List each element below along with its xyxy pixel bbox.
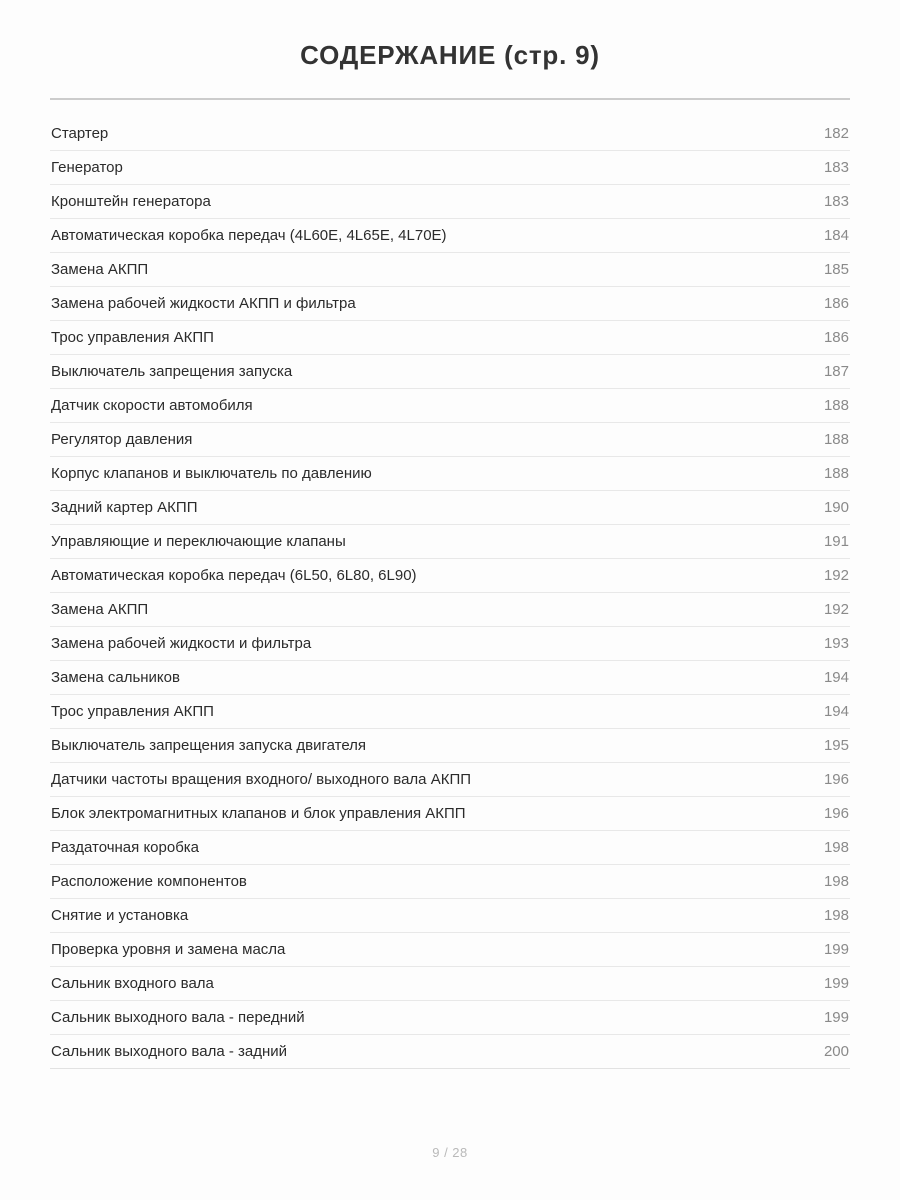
toc-entry-label: Автоматическая коробка передач (4L60E, 4L65E, 4L70E): [51, 227, 447, 244]
toc-entry-page-number: 198: [823, 839, 849, 856]
toc-entry-page-number: 182: [823, 125, 849, 142]
toc-entry-page-number: 188: [823, 397, 849, 414]
toc-entry-page-number: 193: [823, 635, 849, 652]
toc-entry-page-number: 190: [823, 499, 849, 516]
toc-entry-page-number: 195: [823, 737, 849, 754]
toc-entry-page-number: 186: [823, 295, 849, 312]
toc-entry-label: Замена сальников: [51, 669, 180, 686]
toc-entry-page-number: 194: [823, 703, 849, 720]
toc-entry-page-number: 196: [823, 805, 849, 822]
toc-entry-label: Раздаточная коробка: [51, 839, 200, 856]
toc-entry-label: Сальник входного вала: [51, 975, 214, 992]
toc-entry-page-number: 200: [823, 1043, 849, 1060]
toc-entry-label: Сальник выходного вала - задний: [51, 1043, 288, 1060]
toc-entry[interactable]: [50, 389, 850, 423]
toc-entry-label: Расположение компонентов: [51, 873, 247, 890]
toc-entry-label: Стартер: [51, 125, 109, 142]
toc-entry[interactable]: [50, 831, 850, 865]
toc-entry-page-number: 191: [823, 533, 849, 550]
toc-entry-label: Задний картер АКПП: [51, 499, 198, 516]
toc-entry-label: Выключатель запрещения запуска: [51, 363, 293, 380]
toc-entry-page-number: 185: [823, 261, 849, 278]
toc-entry-label: Регулятор давления: [51, 431, 193, 448]
toc-entry-label: Проверка уровня и замена масла: [51, 941, 286, 958]
toc-entry[interactable]: [50, 729, 850, 763]
toc-entry-page-number: 199: [823, 941, 849, 958]
toc-entry[interactable]: [50, 151, 850, 185]
toc-entry[interactable]: [50, 423, 850, 457]
toc-entry[interactable]: [50, 457, 850, 491]
toc-entry[interactable]: [50, 593, 850, 627]
toc-entry-label: Генератор: [51, 159, 123, 176]
toc-entry-label: Замена АКПП: [51, 601, 149, 618]
toc-entry[interactable]: [50, 899, 850, 933]
toc-entry-label: Трос управления АКПП: [51, 329, 214, 346]
toc-entry[interactable]: [50, 967, 850, 1001]
toc-entry[interactable]: [50, 219, 850, 253]
toc-entry-label: Сальник выходного вала - передний: [51, 1009, 305, 1026]
toc-entry-page-number: 188: [823, 465, 849, 482]
toc-entry-label: Замена рабочей жидкости АКПП и фильтра: [51, 295, 356, 312]
toc-entry[interactable]: [50, 1035, 850, 1069]
toc-entry-page-number: 192: [823, 567, 849, 584]
toc-entry-page-number: 198: [823, 907, 849, 924]
toc-entry[interactable]: [50, 117, 850, 151]
toc-entry-page-number: 199: [823, 975, 849, 992]
toc-entry-label: Выключатель запрещения запуска двигателя: [51, 737, 367, 754]
toc-entry[interactable]: [50, 253, 850, 287]
toc-entry-label: Автоматическая коробка передач (6L50, 6L80, 6L90): [51, 567, 417, 584]
toc-entry[interactable]: [50, 1001, 850, 1035]
toc-entry-page-number: 194: [823, 669, 849, 686]
toc-entry[interactable]: [50, 287, 850, 321]
toc-entry[interactable]: [50, 355, 850, 389]
toc-entry[interactable]: [50, 661, 850, 695]
toc-entry-label: Замена рабочей жидкости и фильтра: [51, 635, 312, 652]
toc-entry-label: Трос управления АКПП: [51, 703, 214, 720]
toc-entry-page-number: 188: [823, 431, 849, 448]
toc-entry[interactable]: [50, 185, 850, 219]
toc-entry[interactable]: [50, 627, 850, 661]
title-block: [0, 0, 900, 72]
toc-entry-label: Блок электромагнитных клапанов и блок управления АКПП: [51, 805, 466, 822]
toc-entry[interactable]: [50, 525, 850, 559]
toc-entry-page-number: 186: [823, 329, 849, 346]
toc-entry-page-number: 196: [823, 771, 849, 788]
toc-entry-page-number: 183: [823, 159, 849, 176]
toc-entry-label: Корпус клапанов и выключатель по давлению: [51, 465, 372, 482]
toc-entry-label: Снятие и установка: [51, 907, 189, 924]
footer-pagination: 9 / 28: [432, 1145, 468, 1160]
toc-entry-page-number: 187: [823, 363, 849, 380]
toc-entry-label: Кронштейн генератора: [51, 193, 211, 210]
table-of-contents: [50, 117, 850, 1069]
toc-entry-label: Замена АКПП: [51, 261, 149, 278]
toc-entry-label: Управляющие и переключающие клапаны: [51, 533, 346, 550]
page-footer: [0, 1144, 900, 1162]
toc-entry-page-number: 199: [823, 1009, 849, 1026]
toc-entry-label: Датчики частоты вращения входного/ выходного вала АКПП: [51, 771, 471, 788]
toc-entry[interactable]: [50, 321, 850, 355]
toc-entry[interactable]: [50, 763, 850, 797]
header-divider: [50, 98, 850, 100]
toc-entry[interactable]: [50, 559, 850, 593]
toc-entry-page-number: 183: [823, 193, 849, 210]
toc-entry[interactable]: [50, 797, 850, 831]
page-title: СОДЕРЖАНИЕ (стр. 9): [300, 40, 600, 70]
toc-entry-label: Датчик скорости автомобиля: [51, 397, 253, 414]
toc-entry[interactable]: [50, 695, 850, 729]
toc-entry[interactable]: [50, 933, 850, 967]
toc-entry-page-number: 198: [823, 873, 849, 890]
toc-entry[interactable]: [50, 491, 850, 525]
toc-entry[interactable]: [50, 865, 850, 899]
toc-entry-page-number: 184: [823, 227, 849, 244]
toc-entry-page-number: 192: [823, 601, 849, 618]
